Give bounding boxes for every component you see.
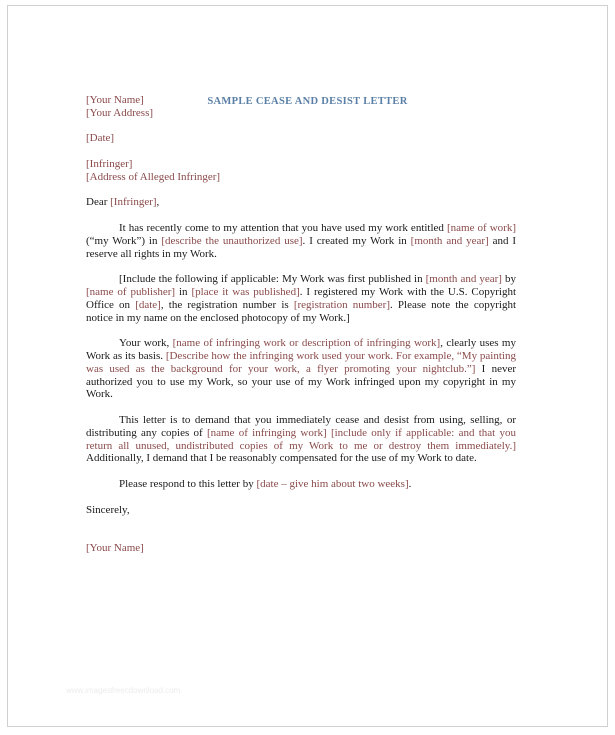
paragraph-demand: This letter is to demand that you immediately cease and desist from using, selling, or distributing any copies of [name of infringing work] [include only if applicable: and that you return all unused, undistributed copies of my Work to me or destroy them immediately.] Additionally, I demand that I be reasonably compensated for the use of my Work to date. — [86, 413, 517, 465]
letter-body — [86, 94, 516, 555]
recipient-address: [Address of Alleged Infringer] — [86, 170, 221, 183]
closing: Sincerely, — [86, 503, 130, 516]
paragraph-notice: It has recently come to my attention that you have used my work entitled [name of work] (“my Work”) in [describe the unauthorized use]. I created my Work in [month and year] and I reserve all rights in my Work. — [86, 221, 517, 260]
paragraph-publication: [Include the following if applicable: My Work was first published in [month and year] by [name of publisher] in [place it was published]. I registered my Work with the U.S. Copyright Office on [date], the registration number is [registration number]. Please note the copyright notice in my name on the enclosed photocopy of my Work.] — [86, 273, 517, 324]
sender-address: [Your Address] — [86, 106, 154, 119]
salutation: Dear [Infringer], — [86, 196, 160, 209]
watermark-text: www.imagesfreecdownload.com — [66, 686, 181, 695]
sender-name: [Your Name] — [86, 94, 144, 106]
letter-title: SAMPLE CEASE AND DESIST LETTER — [207, 96, 408, 107]
salutation-name: [Infringer] — [110, 196, 157, 209]
letter-date: [Date] — [86, 132, 115, 145]
signature-name: [Your Name] — [86, 541, 144, 554]
paragraph-infringement: Your work, [name of infringing work or description of infringing work], clearly uses my Work as its basis. [Describe how the infringing work used your work. For example, “My painting was used as the background for your work, a flyer promoting your nightclub.”] I never authorized you to use my Work, so your use of my Work infringed upon my copyright in my Work. — [86, 337, 516, 401]
paragraph-response: Please respond to this letter by [date – give him about two weeks]. — [119, 477, 412, 490]
recipient-name: [Infringer] — [86, 157, 133, 170]
